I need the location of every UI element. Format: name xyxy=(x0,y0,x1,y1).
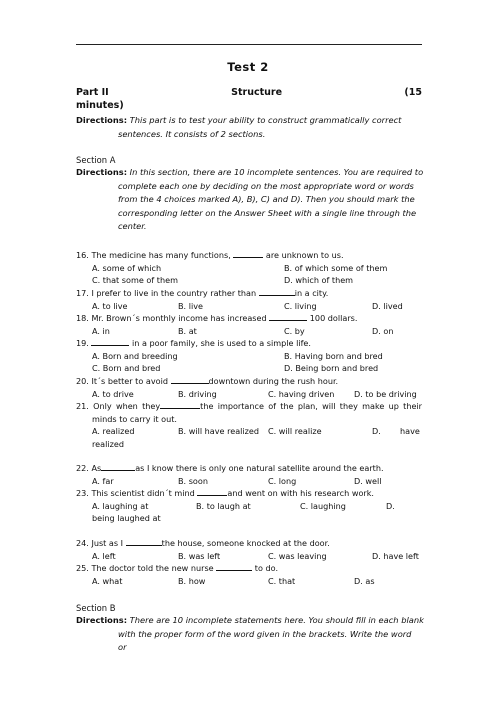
question-20 xyxy=(76,375,422,400)
question-text: as I know there is only one natural satellite around the earth. xyxy=(135,463,384,473)
option-c[interactable]: C. by xyxy=(284,325,305,336)
directions-a-line-5: center. xyxy=(118,221,147,232)
option-c[interactable]: C. will realize xyxy=(268,426,322,437)
section-a-title: Section A xyxy=(76,155,116,165)
part-time-cont: minutes) xyxy=(76,100,124,111)
option-b[interactable]: B. of which some of them xyxy=(284,262,388,273)
answer-blank[interactable] xyxy=(126,537,162,546)
question-17 xyxy=(76,287,422,312)
option-d-text[interactable]: being laughed at xyxy=(92,513,161,524)
option-d[interactable]: D. xyxy=(372,426,381,437)
option-d[interactable]: D. have left xyxy=(372,550,419,561)
directions-part xyxy=(76,114,422,141)
option-d-text-cont[interactable]: realized xyxy=(92,438,124,449)
question-text-cont: minds to carry it out. xyxy=(92,413,177,424)
directions-b-line-1: There are 10 incomplete statements here. You should fill in each blank xyxy=(127,615,424,625)
option-c[interactable]: C. long xyxy=(268,475,297,486)
question-25 xyxy=(76,562,422,587)
question-text: 17. I prefer to live in the country rather than xyxy=(76,288,259,298)
option-b[interactable]: B. driving xyxy=(178,388,217,399)
option-c[interactable]: C. Born and bred xyxy=(92,363,161,374)
directions-section-a xyxy=(76,166,422,234)
directions-label: Directions: xyxy=(76,115,128,125)
question-text: in a city. xyxy=(294,288,329,298)
option-a[interactable]: A. left xyxy=(92,550,116,561)
question-text: 18. Mr. Brown´s monthly income has increased xyxy=(76,313,270,323)
answer-blank[interactable] xyxy=(101,462,135,471)
option-b[interactable]: B. to laugh at xyxy=(196,500,251,511)
option-a[interactable]: A. Born and breeding xyxy=(92,350,178,361)
question-text: 16. The medicine has many functions, xyxy=(76,250,234,260)
answer-blank[interactable] xyxy=(171,375,209,384)
question-text: 19. xyxy=(76,338,92,348)
directions-b-line-2: with the proper form of the word given in the brackets. Write the word or xyxy=(118,628,412,653)
answer-blank[interactable] xyxy=(269,312,307,321)
question-text: are unknown to us. xyxy=(263,250,344,260)
directions-text-2: sentences. It consists of 2 sections. xyxy=(118,128,266,139)
part-number: Part II xyxy=(76,87,109,98)
question-text: downtown during the rush hour. xyxy=(208,376,339,386)
option-d[interactable]: D. lived xyxy=(372,300,403,311)
option-a[interactable]: A. what xyxy=(92,575,123,586)
option-c[interactable]: C. living xyxy=(284,300,317,311)
part-heading xyxy=(76,86,422,112)
directions-b-label: Directions: xyxy=(76,615,128,625)
question-24 xyxy=(76,537,422,562)
option-c[interactable]: C. was leaving xyxy=(268,550,327,561)
option-c[interactable]: C. that xyxy=(268,575,296,586)
option-a[interactable]: A. far xyxy=(92,475,114,486)
question-text: and went on with his research work. xyxy=(227,488,374,498)
question-text: the importance of the plan, will they make up their xyxy=(200,401,423,411)
option-d-text[interactable]: have xyxy=(400,426,420,437)
top-rule xyxy=(76,44,422,45)
option-c[interactable]: C. that some of them xyxy=(92,275,178,286)
answer-blank[interactable] xyxy=(216,562,252,571)
option-d[interactable]: D. which of them xyxy=(284,275,354,286)
answer-blank[interactable] xyxy=(197,487,227,496)
answer-blank[interactable] xyxy=(259,287,295,296)
directions-a-line-2: complete each one by deciding on the most appropriate word or words xyxy=(118,180,414,191)
option-b[interactable]: B. was left xyxy=(178,550,221,561)
option-a[interactable]: A. to live xyxy=(92,300,128,311)
question-21 xyxy=(76,400,422,450)
answer-blank[interactable] xyxy=(160,400,200,409)
option-a[interactable]: A. realized xyxy=(92,426,135,437)
option-a[interactable]: A. in xyxy=(92,325,110,336)
directions-a-line-1: In this section, there are 10 incomplete sentences. You are required to xyxy=(127,167,424,177)
question-18 xyxy=(76,312,422,337)
answer-blank[interactable] xyxy=(91,337,129,346)
question-23 xyxy=(76,487,422,525)
directions-a-line-3: from the 4 choices marked A), B), C) and D). Then you should mark the xyxy=(118,194,415,205)
part-name: Structure xyxy=(231,87,283,98)
question-text: 100 dollars. xyxy=(307,313,358,323)
question-22 xyxy=(76,462,422,487)
question-text: 21. Only when they xyxy=(76,401,161,411)
option-d[interactable]: D. to be driving xyxy=(354,388,417,399)
option-d[interactable]: D. Being born and bred xyxy=(284,363,379,374)
answer-blank[interactable] xyxy=(233,249,263,258)
question-text: to do. xyxy=(252,563,279,573)
question-19 xyxy=(76,337,422,375)
option-d[interactable]: D. well xyxy=(354,475,382,486)
question-text: 24. Just as I xyxy=(76,538,126,548)
question-text: 25. The doctor told the new nurse xyxy=(76,563,217,573)
option-a[interactable]: A. some of which xyxy=(92,262,162,273)
question-text: the house, someone knocked at the door. xyxy=(161,538,330,548)
question-text: 22. As xyxy=(76,463,102,473)
directions-a-label: Directions: xyxy=(76,167,128,177)
question-text: in a poor family, she is used to a simple life. xyxy=(129,338,311,348)
question-text: 23. This scientist didn´t mind xyxy=(76,488,198,498)
option-d[interactable]: D. on xyxy=(372,325,394,336)
section-b-title: Section B xyxy=(76,603,116,613)
question-text: 20. It´s better to avoid xyxy=(76,376,171,386)
page-title: Test 2 xyxy=(227,60,269,74)
option-c[interactable]: C. having driven xyxy=(268,388,335,399)
option-b[interactable]: B. how xyxy=(178,575,206,586)
option-d[interactable]: D. xyxy=(386,500,395,511)
directions-text-1: This part is to test your ability to construct grammatically correct xyxy=(127,115,402,125)
option-c[interactable]: C. laughing xyxy=(300,500,346,511)
option-b[interactable]: B. at xyxy=(178,325,197,336)
option-a[interactable]: A. laughing at xyxy=(92,500,149,511)
part-time: (15 xyxy=(404,87,422,98)
option-b[interactable]: B. will have realized xyxy=(178,426,260,437)
option-a[interactable]: A. to drive xyxy=(92,388,134,399)
directions-a-line-4: corresponding letter on the Answer Sheet with a single line through the xyxy=(118,207,417,218)
option-b[interactable]: B. soon xyxy=(178,475,208,486)
question-16 xyxy=(76,249,422,287)
option-b[interactable]: B. Having born and bred xyxy=(284,350,383,361)
option-b[interactable]: B. live xyxy=(178,300,203,311)
directions-section-b xyxy=(76,614,422,655)
option-d[interactable]: D. as xyxy=(354,575,375,586)
